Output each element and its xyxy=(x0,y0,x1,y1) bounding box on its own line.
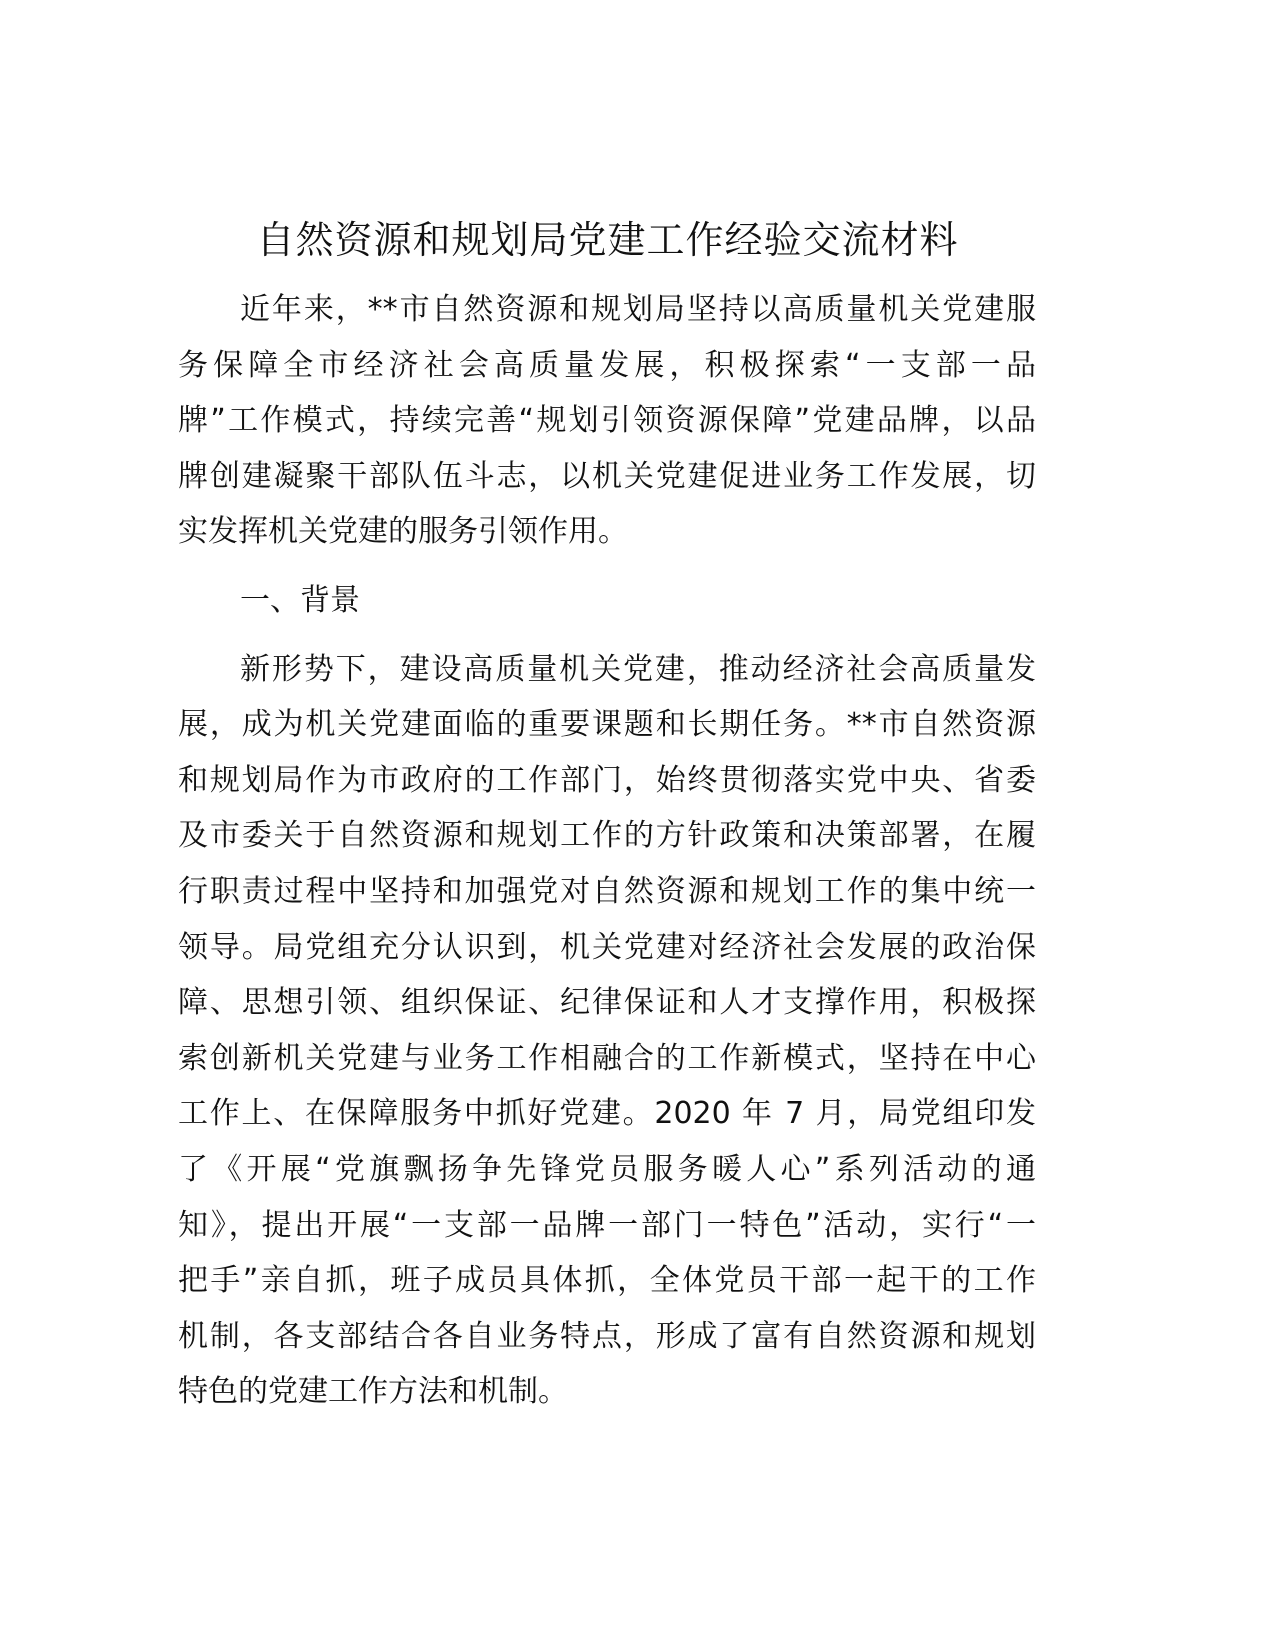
paragraph-line: 新形势下，建设高质量机关党建，推动经济社会高质量发 xyxy=(240,651,1036,687)
paragraph-line: 特色的党建工作方法和机制。 xyxy=(178,1374,568,1410)
paragraph-line: 索创新机关党建与业务工作相融合的工作新模式，坚持在中心 xyxy=(178,1040,1036,1076)
paragraph-line: 及市委关于自然资源和规划工作的方针政策和决策部署，在履 xyxy=(178,818,1036,854)
paragraph-line: 牌”工作模式，持续完善“规划引领资源保障”党建品牌，以品 xyxy=(178,403,1036,439)
paragraph-line: 知》，提出开展“一支部一品牌一部门一特色”活动，实行“一 xyxy=(178,1207,1036,1243)
paragraph-intro xyxy=(178,282,1036,560)
paragraph-line: 展，成为机关党建面临的重要课题和长期任务。**市自然资源 xyxy=(178,707,1036,743)
paragraph-line: 务保障全市经济社会高质量发展，积极探索“一支部一品 xyxy=(178,347,1036,383)
paragraph-line: 把手”亲自抓，班子成员具体抓，全体党员干部一起干的工作 xyxy=(178,1263,1036,1299)
paragraph-line: 机制，各支部结合各自业务特点，形成了富有自然资源和规划 xyxy=(178,1318,1036,1354)
section-heading-background: 一、背景 xyxy=(240,582,360,618)
paragraph-line: 行职责过程中坚持和加强党对自然资源和规划工作的集中统一 xyxy=(178,873,1036,909)
document-title: 自然资源和规划局党建工作经验交流材料 xyxy=(256,218,959,262)
paragraph-line: 领导。局党组充分认识到，机关党建对经济社会发展的政治保 xyxy=(178,929,1036,965)
paragraph-line: 了《开展“党旗飘扬争先锋党员服务暖人心”系列活动的通 xyxy=(178,1151,1036,1187)
paragraph-line: 障、思想引领、组织保证、纪律保证和人才支撑作用，积极探 xyxy=(178,985,1036,1021)
document-body xyxy=(178,282,1036,1420)
paragraph-line: 实发挥机关党建的服务引领作用。 xyxy=(178,514,628,550)
paragraph-line: 工作上、在保障服务中抓好党建。2020 年 7 月，局党组印发 xyxy=(178,1096,1036,1132)
paragraph-background xyxy=(178,642,1036,1420)
paragraph-line: 近年来，**市自然资源和规划局坚持以高质量机关党建服 xyxy=(240,292,1036,327)
paragraph-line: 牌创建凝聚干部队伍斗志，以机关党建促进业务工作发展，切 xyxy=(178,458,1036,494)
paragraph-line: 和规划局作为市政府的工作部门，始终贯彻落实党中央、省委 xyxy=(178,762,1036,798)
